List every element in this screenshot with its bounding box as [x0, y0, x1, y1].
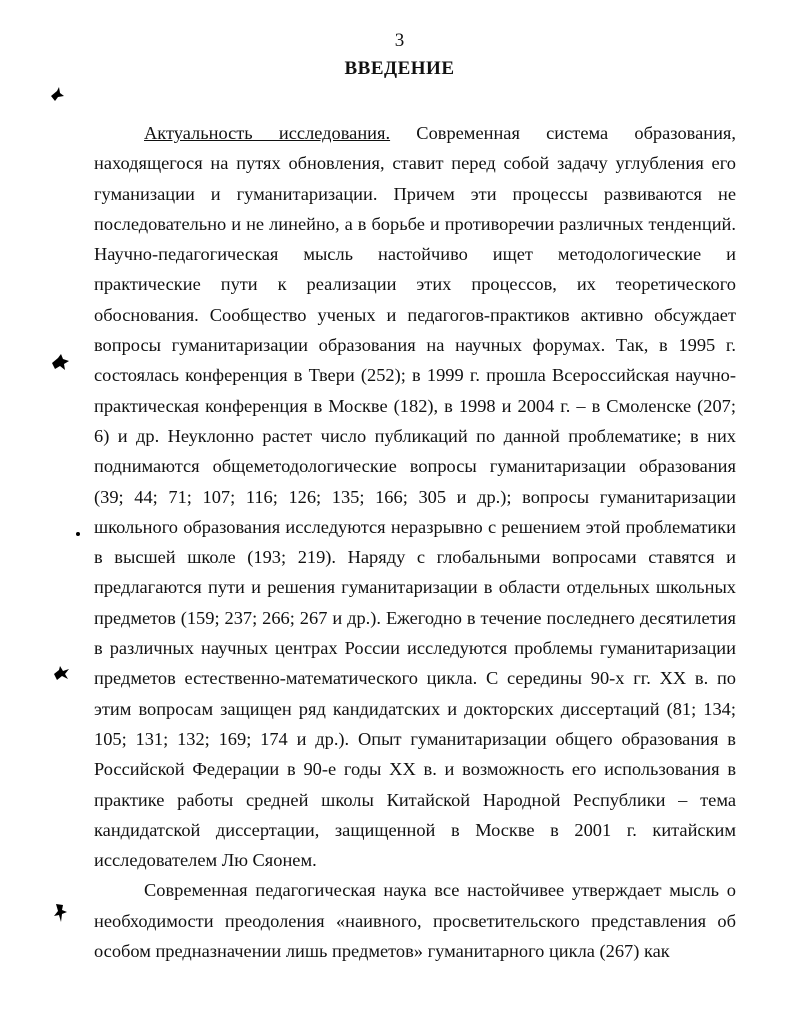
page-number: 3 [394, 30, 405, 51]
paragraph-text: Современная педагогическая наука все настойчивее утверждает мысль о необходимости преодоления «наивного, просветительского представления об особом предназначении лишь предметов» гуманитарного цикла (267) как [94, 880, 736, 962]
scan-speck-mark [48, 84, 68, 104]
paragraph-text: Современная система образования, находящегося на путях обновления, ставит перед собой задачу углубления его гуманизации и гуманитаризации. Причем эти процессы развиваются не последовательно и не линейно, а в борьбе и противоречии различных тенденций. Научно-педагогическая мысль настойчиво ищет методологические и практические пути к реализации этих процессов, их теоретического обоснования. Сообщество ученых и педагогов-практиков активно обсуждает вопросы гуманитаризации образования на научных форумах. Так, в 1995 г. состоялась конференция в Твери (252); в 1999 г. прошла Всероссийская научно-практическая конференция в Москве (182), в 1998 и 2004 г. – в Смоленске (207; 6) и др. Неуклонно растет число публикаций по данной проблематике; в них поднимаются общеметодологические вопросы гуманитаризации образования (39; 44; 71; 107; 116; 126; 135; 166; 305 и др.); вопросы гуманитаризации школьного образования исследуются неразрывно с решением этой проблематики в высшей школе (193; 219). Наряду с глобальными вопросами ставятся и предлагаются пути и решения гуманитаризации в области отдельных школьных предметов (159; 237; 266; 267 и др.). Ежегодно в течение последнего десятилетия в различных научных центрах России исследуются проблемы гуманитаризации предметов естественно-математического цикла. С середины 90-х гг. XX в. по этим вопросам защищен ряд кандидатских и докторских диссертаций (81; 134; 105; 131; 132; 169; 174 и др.). Опыт гуманитаризации общего образования в Российской Федерации в 90-е годы XX в. и возможность его использования в практике работы средней школы Китайской Народной Республики – тема кандидатской диссертации, защищенной в Москве в 2001 г. китайским исследователем Лю Сяонем. [94, 123, 736, 871]
scan-dot-mark [75, 531, 81, 537]
scan-speck-mark [52, 665, 72, 683]
scan-speck-mark [50, 352, 72, 374]
scan-speck-mark [52, 902, 70, 924]
paragraph-lead: Актуальность исследования. [144, 123, 391, 143]
paragraph-actuality [94, 118, 736, 875]
section-title: ВВЕДЕНИЕ [344, 58, 455, 79]
paragraph-second [94, 875, 736, 966]
body-text [94, 118, 736, 966]
